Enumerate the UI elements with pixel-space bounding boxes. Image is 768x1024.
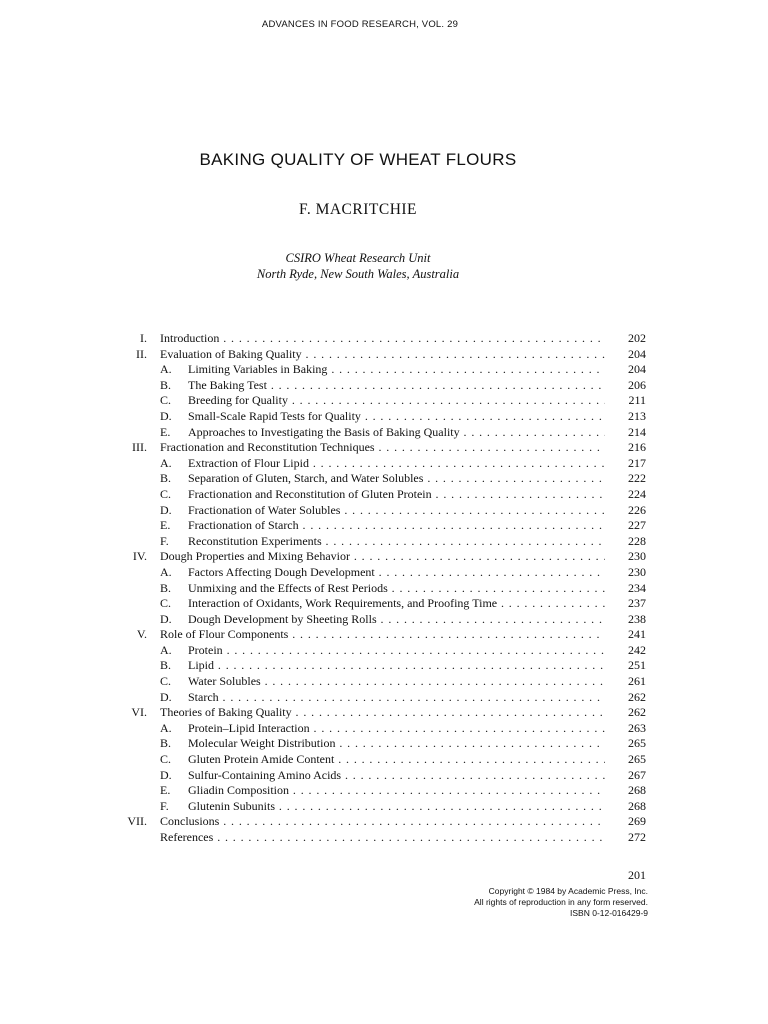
toc-subsection-letter: A. <box>160 720 172 735</box>
toc-entry <box>0 768 768 784</box>
toc-entry-title: Lipid . . . <box>188 658 605 674</box>
toc-entry-title: Separation of Gluten, Starch, and Water Solubles . . . <box>188 471 605 487</box>
toc-entry <box>0 612 768 628</box>
toc-page-number: 226 <box>628 502 646 517</box>
toc-entry <box>0 690 768 706</box>
toc-entry <box>0 440 768 456</box>
toc-page-number: 265 <box>628 736 646 751</box>
toc-page-number: 268 <box>628 783 646 798</box>
toc-subsection-letter: A. <box>160 564 172 579</box>
toc-subsection-letter: E. <box>160 783 171 798</box>
toc-page-number: 202 <box>628 331 646 345</box>
toc-entry-title: Starch . . . <box>188 690 605 706</box>
toc-subsection-letter: B. <box>160 377 172 392</box>
toc-entry-title: Breeding for Quality . . . <box>188 393 605 409</box>
toc-entry-title: Water Solubles . . . <box>188 674 605 690</box>
toc-subsection-letter: F. <box>160 798 169 813</box>
toc-page-number: 241 <box>628 627 646 642</box>
toc-page-number: 228 <box>628 533 646 548</box>
article-author: F. MACRITCHIE <box>298 201 418 218</box>
toc-entry <box>0 830 768 846</box>
toc-page-number: 230 <box>628 564 646 579</box>
toc-page-number: 227 <box>628 518 646 533</box>
toc-section-number: I. <box>140 331 147 345</box>
toc-entry-title: Protein–Lipid Interaction . . . <box>188 721 605 737</box>
toc-entry-title: Gluten Protein Amide Content . . . <box>188 752 605 768</box>
toc-subsection-letter: D. <box>160 611 172 626</box>
toc-entry <box>0 783 768 799</box>
toc-page-number: 263 <box>628 720 646 735</box>
toc-entry <box>0 643 768 659</box>
toc-entry-title: Conclusions . . . <box>160 814 605 830</box>
toc-subsection-letter: A. <box>160 642 172 657</box>
toc-subsection-letter: C. <box>160 674 172 689</box>
toc-page-number: 272 <box>628 830 646 844</box>
toc-subsection-letter: A. <box>160 455 172 470</box>
toc-entry <box>0 705 768 721</box>
toc-subsection-letter: C. <box>160 752 172 767</box>
toc-page-number: 265 <box>628 752 646 767</box>
toc-entry-title: Approaches to Investigating the Basis of Baking Quality . . . <box>188 425 605 441</box>
toc-subsection-letter: B. <box>160 736 172 751</box>
toc-entry-title: Interaction of Oxidants, Work Requirements, and Proofing Time . . . <box>188 596 605 612</box>
toc-page-number: 214 <box>628 424 646 439</box>
toc-entry <box>0 362 768 378</box>
toc-entry-title: Unmixing and the Effects of Rest Periods . . . <box>188 581 605 597</box>
affiliation-line-1: CSIRO Wheat Research Unit <box>285 251 431 265</box>
toc-entry <box>0 627 768 643</box>
toc-entry <box>0 658 768 674</box>
toc-subsection-letter: D. <box>160 502 172 517</box>
toc-entry <box>0 393 768 409</box>
toc-entry-title: Limiting Variables in Baking . . . <box>188 362 605 378</box>
toc-entry-title: Theories of Baking Quality . . . <box>160 705 605 721</box>
toc-page-number: 238 <box>628 611 646 626</box>
toc-page-number: 242 <box>628 642 646 657</box>
toc-entry-title: Molecular Weight Distribution . . . <box>188 736 605 752</box>
toc-entry-title: Extraction of Flour Lipid . . . <box>188 456 605 472</box>
toc-entry-title: Fractionation of Starch . . . <box>188 518 605 534</box>
toc-entry-title: Small-Scale Rapid Tests for Quality . . . <box>188 409 605 425</box>
toc-entry-title: Role of Flour Components . . . <box>160 627 605 643</box>
toc-page-number: 224 <box>628 486 646 501</box>
toc-page-number: 267 <box>628 767 646 782</box>
toc-section-number: III. <box>132 440 147 455</box>
toc-entry-title: Evaluation of Baking Quality . . . <box>160 347 605 363</box>
toc-entry-title: Factors Affecting Dough Development . . . <box>188 565 605 581</box>
toc-entry <box>0 674 768 690</box>
toc-entry <box>0 518 768 534</box>
toc-page-number: 216 <box>628 440 646 455</box>
toc-section-number: IV. <box>132 549 147 564</box>
article-title: BAKING QUALITY OF WHEAT FLOURS <box>199 150 517 169</box>
toc-subsection-letter: C. <box>160 393 172 408</box>
toc-subsection-letter: E. <box>160 424 171 439</box>
toc-entry-title: The Baking Test . . . <box>188 378 605 394</box>
toc-entry <box>0 347 768 363</box>
toc-subsection-letter: E. <box>160 518 171 533</box>
toc-page-number: 251 <box>628 658 646 673</box>
copyright-line: Copyright © 1984 by Academic Press, Inc. <box>488 886 648 896</box>
toc-entry <box>0 409 768 425</box>
toc-page-number: 222 <box>628 471 646 486</box>
toc-page-number: 262 <box>628 705 646 720</box>
toc-entry <box>0 487 768 503</box>
toc-entry <box>0 549 768 565</box>
toc-entry <box>0 425 768 441</box>
toc-entry-title: References . . . <box>160 830 605 846</box>
toc-entry <box>0 378 768 394</box>
toc-section-number: V. <box>136 627 147 642</box>
toc-entry <box>0 471 768 487</box>
toc-entry-title: Fractionation of Water Solubles . . . <box>188 503 605 519</box>
toc-subsection-letter: B. <box>160 471 172 486</box>
toc-entry-title: Sulfur-Containing Amino Acids . . . <box>188 768 605 784</box>
isbn-line: ISBN 0-12-016429-9 <box>570 908 648 918</box>
toc-subsection-letter: D. <box>160 767 172 782</box>
toc-subsection-letter: C. <box>160 596 172 611</box>
toc-page-number: 204 <box>628 346 646 361</box>
toc-page-number: 217 <box>628 455 646 470</box>
toc-page-number: 230 <box>628 549 646 564</box>
toc-page-number: 237 <box>628 596 646 611</box>
toc-page-number: 234 <box>628 580 646 595</box>
toc-entry <box>0 331 768 347</box>
toc-entry-title: Dough Properties and Mixing Behavior . . . <box>160 549 605 565</box>
toc-entry <box>0 721 768 737</box>
toc-entry <box>0 799 768 815</box>
toc-entry <box>0 596 768 612</box>
rights-line: All rights of reproduction in any form reserved. <box>474 897 648 907</box>
toc-section-number: II. <box>136 346 147 361</box>
toc-section-number: VI. <box>131 705 147 720</box>
toc-page-number: 211 <box>628 393 646 408</box>
toc-subsection-letter: D. <box>160 689 172 704</box>
toc-subsection-letter: C. <box>160 486 172 501</box>
toc-entry <box>0 752 768 768</box>
toc-entry <box>0 503 768 519</box>
toc-entry-title: Fractionation and Reconstitution Techniques . . . <box>160 440 605 456</box>
affiliation-line-2: North Ryde, New South Wales, Australia <box>256 267 460 281</box>
running-head: ADVANCES IN FOOD RESEARCH, VOL. 29 <box>261 19 459 30</box>
toc-entry <box>0 814 768 830</box>
page-number: 201 <box>628 868 646 882</box>
toc-page-number: 262 <box>628 689 646 704</box>
toc-entry <box>0 581 768 597</box>
toc-entry-title: Protein . . . <box>188 643 605 659</box>
toc-section-number: VII. <box>127 814 147 829</box>
toc-page-number: 269 <box>628 814 646 829</box>
toc-entry-title: Fractionation and Reconstitution of Gluten Protein . . . <box>188 487 605 503</box>
toc-page-number: 213 <box>628 408 646 423</box>
toc-entry <box>0 456 768 472</box>
toc-entry-title: Glutenin Subunits . . . <box>188 799 605 815</box>
toc-entry <box>0 565 768 581</box>
toc-page-number: 261 <box>628 674 646 689</box>
toc-entry <box>0 534 768 550</box>
toc-page-number: 204 <box>628 362 646 377</box>
toc-page-number: 206 <box>628 377 646 392</box>
table-of-contents <box>0 331 768 846</box>
toc-entry-title: Reconstitution Experiments . . . <box>188 534 605 550</box>
toc-page-number: 268 <box>628 798 646 813</box>
toc-subsection-letter: A. <box>160 362 172 377</box>
toc-subsection-letter: F. <box>160 533 169 548</box>
copyright-notice <box>474 886 648 919</box>
toc-entry-title: Gliadin Composition . . . <box>188 783 605 799</box>
toc-entry <box>0 736 768 752</box>
toc-subsection-letter: D. <box>160 408 172 423</box>
toc-subsection-letter: B. <box>160 580 172 595</box>
toc-entry-title: Introduction . . . <box>160 331 605 347</box>
toc-subsection-letter: B. <box>160 658 172 673</box>
toc-entry-title: Dough Development by Sheeting Rolls . . . <box>188 612 605 628</box>
